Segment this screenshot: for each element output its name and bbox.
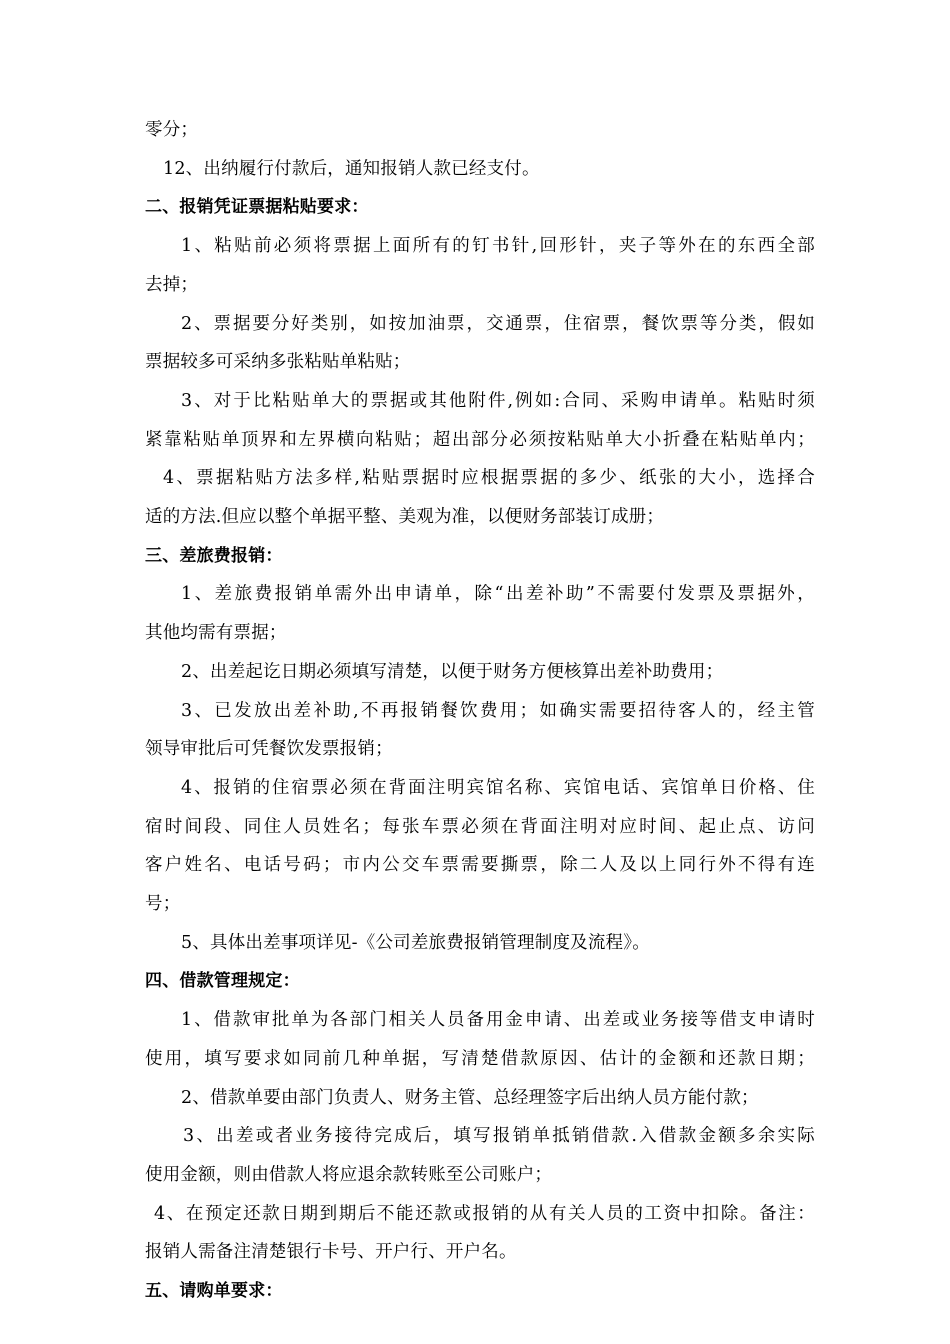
section-heading: 二、报销凭证票据粘贴要求：: [145, 197, 369, 218]
paragraph-line: 其他均需有票据；: [145, 623, 287, 644]
paragraph-line: 领导审批后可凭餐饮发票报销；: [145, 739, 393, 760]
paragraph-line: 4、在预定还款日期到期后不能还款或报销的从有关人员的工资中扣除。备注：: [154, 1203, 815, 1224]
paragraph-line: 客户姓名、电话号码；市内公交车票需要撕票，除二人及以上同行外不得有连: [145, 855, 815, 876]
paragraph-line: 报销人需备注清楚银行卡号、开户行、开户名。: [145, 1242, 517, 1263]
paragraph-line: 适的方法.但应以整个单据平整、美观为准，以便财务部装订成册；: [145, 507, 665, 527]
paragraph-line: 3、已发放出差补助,不再报销餐饮费用；如确实需要招待客人的，经主管: [181, 700, 815, 721]
paragraph-line: 2、票据要分好类别，如按加油票，交通票，住宿票，餐饮票等分类，假如: [181, 313, 815, 334]
paragraph-line: 12、出纳履行付款后，通知报销人款已经支付。: [163, 158, 540, 179]
paragraph-line: 5、具体出差事项详见-《公司差旅费报销管理制度及流程》。: [181, 932, 650, 953]
paragraph-line: 去掉；: [145, 274, 199, 295]
paragraph-line: 4、报销的住宿票必须在背面注明宾馆名称、宾馆电话、宾馆单日价格、住: [181, 777, 815, 798]
paragraph-line: 宿时间段、同住人员姓名；每张车票必须在背面注明对应时间、起止点、访问: [145, 816, 815, 837]
paragraph-line: 3、对于比粘贴单大的票据或其他附件,例如:合同、采购申请单。粘贴时须: [181, 390, 815, 411]
paragraph-line: 2、借款单要由部门负责人、财务主管、总经理签字后出纳人员方能付款；: [181, 1087, 759, 1108]
paragraph-line: 2、出差起讫日期必须填写清楚，以便于财务方便核算出差补助费用；: [181, 661, 724, 682]
paragraph-line: 3、出差或者业务接待完成后，填写报销单抵销借款.入借款金额多余实际: [183, 1126, 815, 1147]
section-heading: 五、请购单要求：: [145, 1281, 283, 1301]
paragraph-line: 1、差旅费报销单需外出申请单，除“出差补助”不需要付发票及票据外，: [181, 584, 815, 605]
paragraph-line: 使用，填写要求如同前几种单据，写清楚借款原因、估计的金额和还款日期；: [145, 1048, 815, 1069]
section-heading: 三、差旅费报销：: [145, 545, 283, 566]
section-heading: 四、借款管理规定：: [145, 971, 300, 992]
paragraph-line: 紧靠粘贴单顶界和左界横向粘贴；超出部分必须按粘贴单大小折叠在粘贴单内；: [145, 429, 815, 450]
paragraph-line: 1、粘贴前必须将票据上面所有的钉书针,回形针，夹子等外在的东西全部: [181, 236, 815, 257]
paragraph-line: 1、借款审批单为各部门相关人员备用金申请、出差或业务接等借支申请时: [181, 1010, 815, 1031]
paragraph-line: 4、票据粘贴方法多样,粘贴票据时应根据票据的多少、纸张的大小，选择合: [163, 468, 815, 489]
paragraph-line: 票据较多可采纳多张粘贴单粘贴；: [145, 352, 411, 373]
paragraph-line: 零分；: [145, 120, 199, 140]
paragraph-line: 号；: [145, 894, 181, 914]
paragraph-line: 使用金额，则由借款人将应退余款转账至公司账户；: [145, 1164, 553, 1185]
